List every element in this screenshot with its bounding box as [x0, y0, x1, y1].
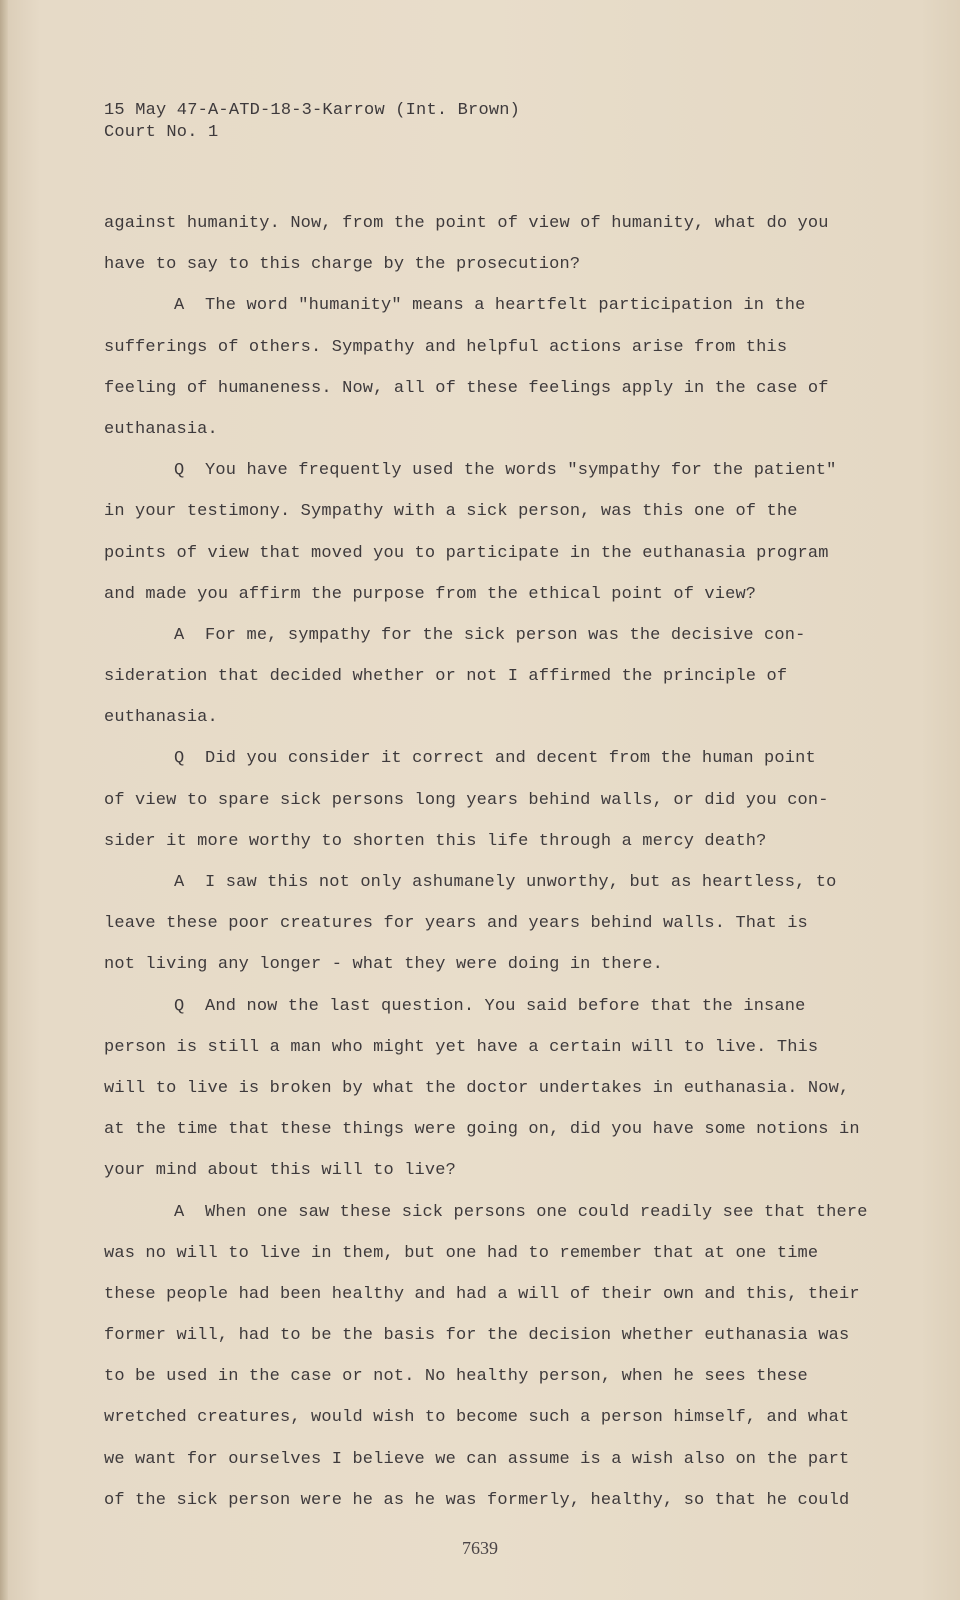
- transcript-line: A I saw this not only ashumanely unworthy, but as heartless, to: [174, 873, 837, 892]
- transcript-paragraph: [104, 986, 864, 1192]
- transcript-line: feeling of humaneness. Now, all of these feelings apply in the case of: [104, 378, 829, 398]
- transcript-line: Q Did you consider it correct and decent from the human point: [174, 749, 816, 769]
- transcript-line: sufferings of others. Sympathy and helpful actions arise from this: [104, 337, 788, 357]
- transcript-paragraph: [104, 1192, 868, 1522]
- transcript-line: to be used in the case or not. No healthy person, when he sees these: [104, 1367, 808, 1387]
- transcript-line: of the sick person were he as he was formerly, healthy, so that he could: [104, 1490, 850, 1510]
- transcript-line: your mind about this will to live?: [104, 1161, 456, 1181]
- transcript-line: will to live is broken by what the doctor undertakes in euthanasia. Now,: [104, 1078, 850, 1098]
- transcript-line: sideration that decided whether or not I affirmed the principle of: [104, 667, 788, 687]
- transcript-line: points of view that moved you to participate in the euthanasia program: [104, 543, 829, 563]
- transcript-line: and made you affirm the purpose from the ethical point of view?: [104, 584, 757, 604]
- transcript-line: A The word "humanity" means a heartfelt participation in the: [174, 296, 806, 316]
- transcript-line: leave these poor creatures for years and years behind walls. That is: [104, 914, 808, 934]
- header-court-line: Court No. 1: [104, 123, 219, 142]
- transcript-line: person is still a man who might yet have a certain will to live. This: [104, 1037, 819, 1057]
- transcript-line: we want for ourselves I believe we can assume is a wish also on the part: [104, 1449, 850, 1469]
- transcript-line: A When one saw these sick persons one could readily see that there: [174, 1202, 868, 1222]
- transcript-line: these people had been healthy and had a will of their own and this, their: [104, 1284, 860, 1304]
- transcript-paragraph: [104, 203, 864, 285]
- transcript-line: in your testimony. Sympathy with a sick person, was this one of the: [104, 502, 798, 522]
- transcript-line: Q You have frequently used the words "sympathy for the patient": [174, 461, 837, 481]
- page-left-edge: [0, 0, 8, 1600]
- transcript-line: against humanity. Now, from the point of view of humanity, what do you: [104, 214, 829, 233]
- transcript-line: was no will to live in them, but one had to remember that at one time: [104, 1243, 819, 1263]
- transcript-line: wretched creatures, would wish to become such a person himself, and what: [104, 1408, 850, 1428]
- transcript-paragraph: [104, 285, 864, 450]
- transcript-line: Q And now the last question. You said before that the insane: [174, 996, 806, 1016]
- transcript-line: have to say to this charge by the prosecution?: [104, 255, 581, 275]
- transcript-paragraph: [104, 738, 864, 862]
- header-reference-line: 15 May 47-A-ATD-18-3-Karrow (Int. Brown): [104, 101, 521, 120]
- transcript-paragraph: [104, 615, 864, 739]
- transcript-line: euthanasia.: [104, 708, 218, 728]
- page-number: 7639: [462, 1538, 498, 1558]
- transcript-line: not living any longer - what they were doing in there.: [104, 955, 663, 975]
- transcript-paragraph: [104, 862, 864, 986]
- transcript-paragraph: [104, 450, 864, 615]
- transcript-line: A For me, sympathy for the sick person was the decisive con-: [174, 625, 806, 645]
- document-header: [104, 100, 520, 144]
- transcript-line: former will, had to be the basis for the decision whether euthanasia was: [104, 1326, 850, 1346]
- transcript-line: euthanasia.: [104, 419, 218, 439]
- transcript-body: [104, 203, 868, 1521]
- transcript-line: at the time that these things were going on, did you have some notions in: [104, 1120, 860, 1140]
- transcript-line: sider it more worthy to shorten this life through a mercy death?: [104, 831, 767, 851]
- transcript-line: of view to spare sick persons long years behind walls, or did you con-: [104, 790, 829, 810]
